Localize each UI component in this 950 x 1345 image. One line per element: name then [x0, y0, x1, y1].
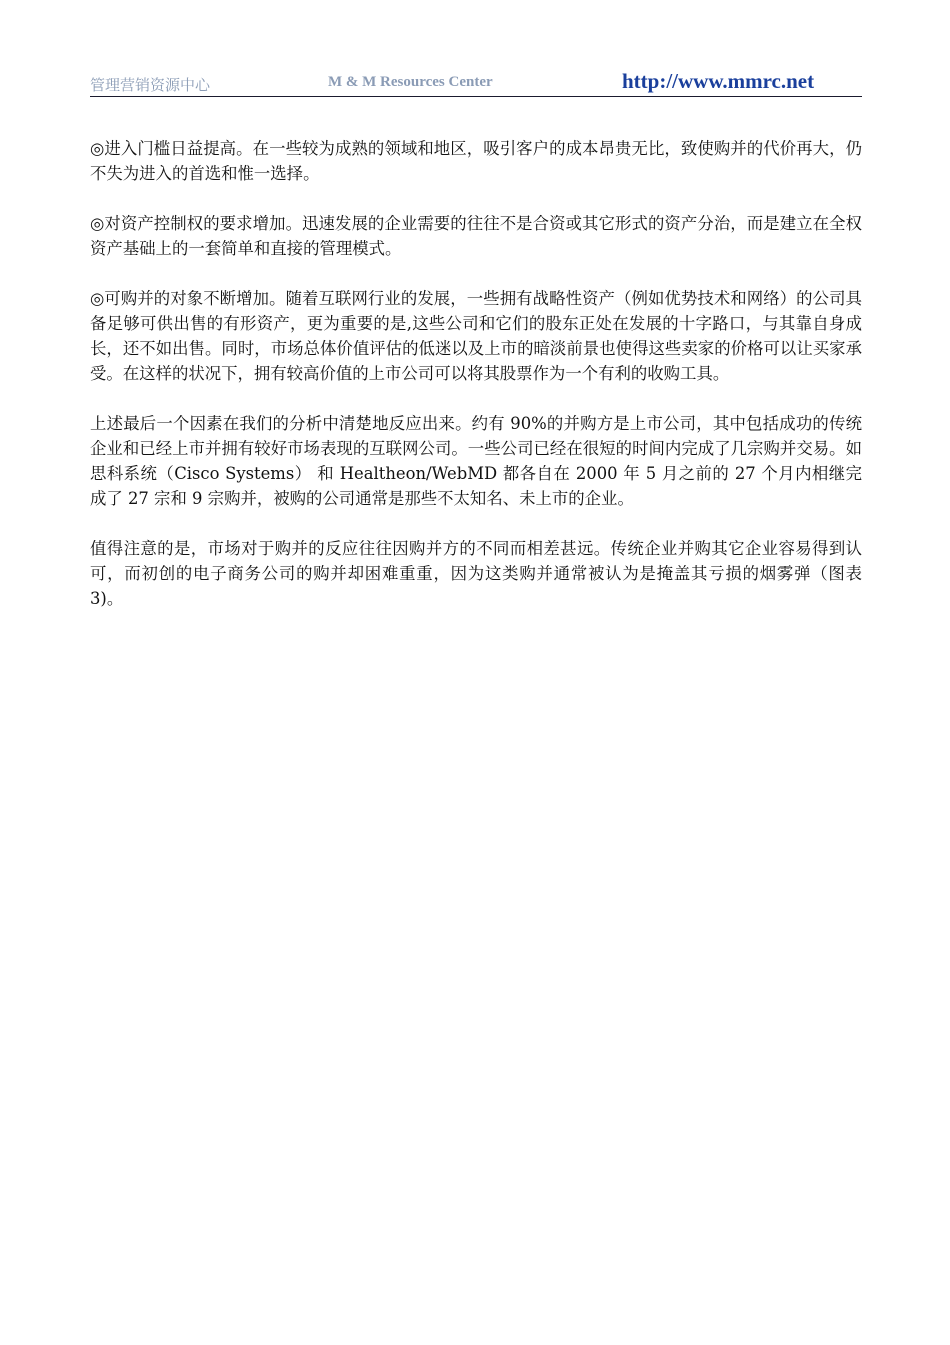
paragraph-asset-control: ◎对资产控制权的要求增加。迅速发展的企业需要的往往不是合资或其它形式的资产分治，而是建立在全权资产基础上的一套简单和直接的管理模式。: [90, 214, 862, 258]
document-body: [90, 136, 862, 636]
paragraph-analysis: 上述最后一个因素在我们的分析中清楚地反应出来。约有 90%的并购方是上市公司，其中包括成功的传统企业和已经上市并拥有较好市场表现的互联网公司。一些公司已经在很短的时间内完成了几宗购并交易。如思科系统（Cisco Systems） 和 Healtheon/WebMD 都各自在 2000 年 5 月之前的 27 个月内相继完成了 27 宗和 9 宗购并，被购的公司通常是那些不太知名、未上市的企业。: [90, 414, 862, 508]
paragraph-entry-barrier: ◎进入门槛日益提高。在一些较为成熟的领域和地区，吸引客户的成本昂贵无比，致使购并的代价再大，仍不失为进入的首选和惟一选择。: [90, 139, 862, 183]
page-header: [90, 68, 862, 97]
paragraph-market-reaction: 值得注意的是，市场对于购并的反应往往因购并方的不同而相差甚远。传统企业并购其它企业容易得到认可，而初创的电子商务公司的购并却困难重重，因为这类购并通常被认为是掩盖其亏损的烟雾弹（图表 3)。: [90, 539, 862, 608]
header-org-name: 管理营销资源中心: [90, 76, 211, 94]
header-website-link[interactable]: http://www.mmrc.net: [622, 69, 815, 93]
header-org-english: M & M Resources Center: [328, 74, 493, 90]
paragraph-acquisition-targets: ◎可购并的对象不断增加。随着互联网行业的发展，一些拥有战略性资产（例如优势技术和网络）的公司具备足够可供出售的有形资产，更为重要的是,这些公司和它们的股东正处在发展的十字路口，与其靠自身成长，还不如出售。同时，市场总体价值评估的低迷以及上市的暗淡前景也使得这些卖家的价格可以让买家承受。在这样的状况下，拥有较高价值的上市公司可以将其股票作为一个有利的收购工具。: [90, 289, 862, 383]
